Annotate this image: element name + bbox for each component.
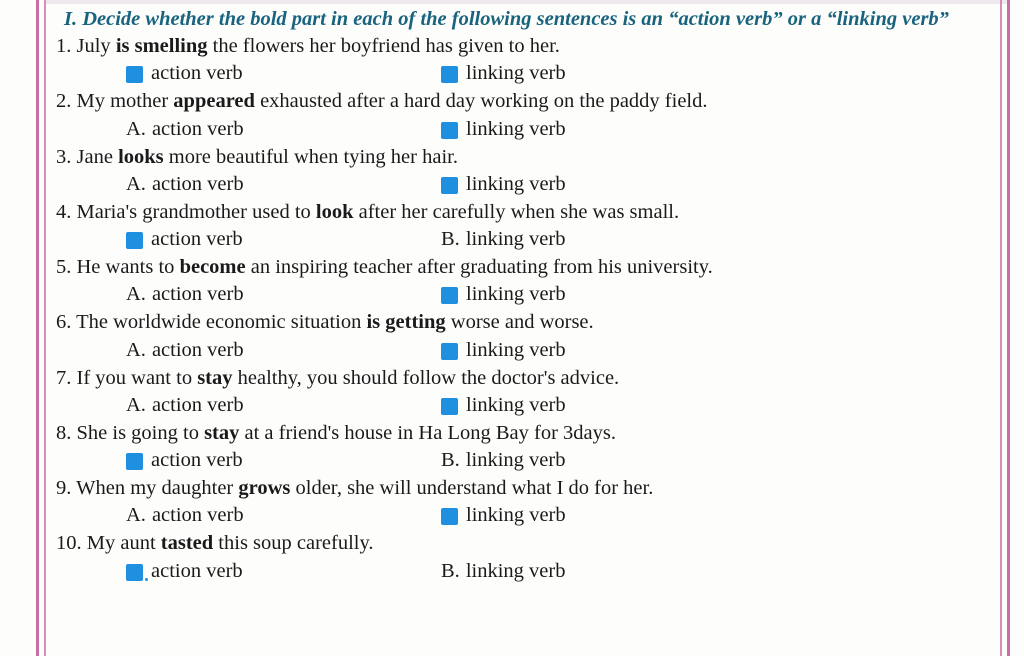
option-b-3[interactable] bbox=[441, 171, 566, 198]
right-margin-rule-outer bbox=[1007, 0, 1010, 656]
option-label: action verb bbox=[151, 62, 243, 85]
option-a-1[interactable] bbox=[126, 60, 243, 87]
question-bold-verb: grows bbox=[238, 477, 291, 500]
option-b-8[interactable] bbox=[441, 447, 565, 474]
option-b-7[interactable] bbox=[441, 392, 566, 419]
answer-options bbox=[56, 337, 986, 365]
answer-options bbox=[56, 226, 986, 254]
question-text-after: healthy, you should follow the doctor's advice. bbox=[232, 366, 620, 389]
option-letter: A. bbox=[126, 172, 146, 195]
option-letter: A. bbox=[126, 504, 146, 527]
selected-answer-marker[interactable] bbox=[441, 287, 458, 304]
question-text-before: If you want to bbox=[71, 366, 198, 389]
question-bold-verb: is smelling bbox=[115, 35, 208, 58]
option-label: linking verb bbox=[466, 283, 566, 306]
answer-options bbox=[56, 116, 986, 144]
question-text-before: Maria's grandmother used to bbox=[71, 200, 316, 223]
question-text-before: She is going to bbox=[71, 421, 205, 444]
question-number: 5. bbox=[56, 256, 72, 279]
question-text-after: older, she will understand what I do for her. bbox=[290, 477, 654, 500]
question-sentence bbox=[56, 33, 986, 60]
question-number: 8. bbox=[56, 421, 72, 444]
question-bold-verb: tasted bbox=[160, 532, 214, 555]
question-bold-verb: stay bbox=[197, 366, 233, 389]
option-label: linking verb bbox=[466, 117, 566, 140]
option-a-4[interactable] bbox=[126, 226, 243, 253]
question-sentence bbox=[56, 88, 986, 115]
question-number: 10. bbox=[56, 532, 82, 555]
option-label: linking verb bbox=[466, 172, 566, 195]
question-bold-verb: looks bbox=[118, 145, 164, 168]
answer-options bbox=[56, 281, 986, 309]
option-a-10[interactable] bbox=[126, 558, 243, 585]
question-text-after: more beautiful when tying her hair. bbox=[163, 145, 458, 168]
selected-answer-marker[interactable] bbox=[441, 122, 458, 139]
option-label: action verb bbox=[151, 172, 244, 195]
option-a-5[interactable] bbox=[126, 281, 244, 308]
question-bold-verb: stay bbox=[204, 421, 240, 444]
option-label: linking verb bbox=[466, 393, 566, 416]
option-label: action verb bbox=[151, 559, 243, 582]
question-text-before: Jane bbox=[71, 145, 119, 168]
option-b-6[interactable] bbox=[441, 337, 566, 364]
question-text-after: after her carefully when she was small. bbox=[353, 200, 680, 223]
question-text-before: My mother bbox=[71, 90, 174, 113]
question-bold-verb: become bbox=[179, 256, 246, 279]
question-number: 7. bbox=[56, 366, 72, 389]
option-b-1[interactable] bbox=[441, 60, 566, 87]
question-number: 6. bbox=[56, 311, 72, 334]
question-text-after: the flowers her boyfriend has given to her. bbox=[207, 35, 560, 58]
option-b-2[interactable] bbox=[441, 116, 566, 143]
option-label: action verb bbox=[151, 338, 244, 361]
question-sentence bbox=[56, 309, 986, 336]
option-label: linking verb bbox=[466, 62, 566, 85]
option-label: action verb bbox=[151, 449, 243, 472]
option-label: linking verb bbox=[465, 559, 566, 582]
question-number: 4. bbox=[56, 200, 72, 223]
option-label: linking verb bbox=[466, 338, 566, 361]
option-letter: B. bbox=[441, 449, 460, 472]
option-label: action verb bbox=[151, 504, 244, 527]
question-sentence bbox=[56, 365, 986, 392]
option-a-9[interactable] bbox=[126, 502, 244, 529]
question-sentence bbox=[56, 144, 986, 171]
selected-answer-marker[interactable] bbox=[126, 232, 143, 249]
option-letter: A. bbox=[126, 283, 146, 306]
answer-options bbox=[56, 60, 986, 88]
question-sentence bbox=[56, 254, 986, 281]
page-top-edge bbox=[44, 0, 1008, 4]
option-label: linking verb bbox=[466, 504, 566, 527]
option-b-4[interactable] bbox=[441, 226, 565, 253]
option-a-2[interactable] bbox=[126, 116, 244, 143]
left-margin-rule-inner bbox=[44, 0, 46, 656]
answer-options bbox=[56, 502, 986, 530]
question-text-before: My aunt bbox=[81, 532, 161, 555]
question-text-after: at a friend's house in Ha Long Bay for 3days. bbox=[239, 421, 616, 444]
question-text-before: When my daughter bbox=[71, 477, 239, 500]
selected-answer-marker[interactable] bbox=[441, 508, 458, 525]
selected-answer-marker[interactable] bbox=[441, 177, 458, 194]
question-sentence bbox=[56, 530, 986, 557]
answer-options bbox=[56, 171, 986, 199]
question-number: 3. bbox=[56, 145, 72, 168]
right-margin-rule-inner bbox=[1000, 0, 1002, 656]
option-b-5[interactable] bbox=[441, 281, 566, 308]
option-label: linking verb bbox=[465, 228, 566, 251]
option-letter: B. bbox=[441, 228, 460, 251]
question-bold-verb: look bbox=[315, 200, 354, 223]
question-number: 9. bbox=[56, 477, 72, 500]
answer-options bbox=[56, 447, 986, 475]
option-b-10[interactable] bbox=[441, 558, 565, 585]
question-number: 1. bbox=[56, 35, 72, 58]
option-label: action verb bbox=[151, 393, 244, 416]
question-text-before: July bbox=[71, 35, 116, 58]
option-a-7[interactable] bbox=[126, 392, 244, 419]
selected-answer-marker[interactable] bbox=[441, 398, 458, 415]
question-text-after: exhausted after a hard day working on the paddy field. bbox=[254, 90, 708, 113]
option-a-6[interactable] bbox=[126, 337, 244, 364]
option-label: linking verb bbox=[465, 449, 566, 472]
worksheet-content bbox=[56, 6, 986, 586]
option-a-3[interactable] bbox=[126, 171, 244, 198]
question-sentence bbox=[56, 199, 986, 226]
exercise-heading: I. Decide whether the bold part in each of the following sentences is an “action verb” or a “linking verb” bbox=[64, 8, 949, 30]
option-letter: A. bbox=[126, 117, 146, 140]
option-letter: B. bbox=[441, 559, 460, 582]
question-text-before: The worldwide economic situation bbox=[71, 311, 367, 334]
question-text-after: this soup carefully. bbox=[213, 532, 374, 555]
question-bold-verb: is getting bbox=[366, 311, 446, 334]
answer-options bbox=[56, 558, 986, 586]
question-list bbox=[56, 33, 986, 586]
selected-answer-marker[interactable] bbox=[441, 343, 458, 360]
option-letter: A. bbox=[126, 393, 146, 416]
selected-answer-marker[interactable] bbox=[441, 66, 458, 83]
question-sentence bbox=[56, 420, 986, 447]
option-letter: A. bbox=[126, 338, 146, 361]
question-text-before: He wants to bbox=[71, 256, 180, 279]
left-margin-rule-outer bbox=[36, 0, 39, 656]
question-number: 2. bbox=[56, 90, 72, 113]
selected-answer-marker[interactable] bbox=[126, 564, 143, 581]
option-label: action verb bbox=[151, 117, 244, 140]
option-a-8[interactable] bbox=[126, 447, 243, 474]
question-sentence bbox=[56, 475, 986, 502]
question-text-after: an inspiring teacher after graduating from his university. bbox=[245, 256, 713, 279]
answer-options bbox=[56, 392, 986, 420]
selected-answer-marker[interactable] bbox=[126, 453, 143, 470]
option-b-9[interactable] bbox=[441, 502, 566, 529]
option-label: action verb bbox=[151, 283, 244, 306]
selected-answer-marker[interactable] bbox=[126, 66, 143, 83]
option-label: action verb bbox=[151, 228, 243, 251]
question-bold-verb: appeared bbox=[173, 90, 255, 113]
question-text-after: worse and worse. bbox=[445, 311, 594, 334]
